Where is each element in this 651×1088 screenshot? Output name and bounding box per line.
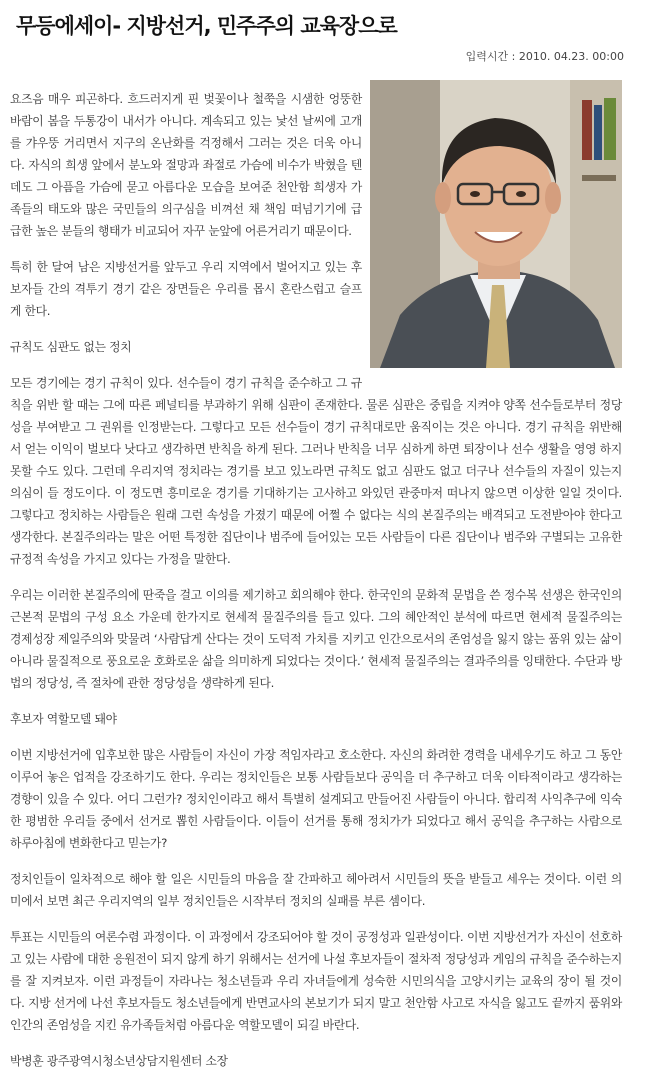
article-body: [10, 88, 622, 1072]
paragraph: 이번 지방선거에 입후보한 많은 사람들이 자신이 가장 적임자라고 호소한다. 자신의 화려한 경력을 내세우기도 하고 그 동안 이루어 놓은 업적을 강조하기도 한다. 우리는 정치인들은 보통 사람들보다 공익을 더 추구하고 더욱 이타적이라고 생각하는 경향이 있을 수 있다. 어디 그런가? 정치인이라고 해서 특별히 설계되고 만들어진 사람들이 아니다. 합리적 사익추구에 익숙한 평범한 우리들 중에서 선거로 뽑힌 사람들이다. 이들이 선거를 통해 정치가가 되었다고 해서 공익을 추구하는 사람으로 하루아침에 변화한다고 믿는가?: [10, 748, 622, 850]
publish-date: 입력시간 : 2010. 04.23. 00:00: [465, 50, 624, 63]
paragraph: 특히 한 달여 남은 지방선거를 앞두고 우리 지역에서 벌어지고 있는 후보자들 간의 격투기 경기 같은 장면들은 우리를 몹시 혼란스럽고 슬프게 한다.: [10, 260, 362, 318]
paragraph: 정치인들이 일차적으로 해야 할 일은 시민들의 마음을 잘 간파하고 헤아려서 시민들의 뜻을 받들고 세우는 것이다. 이런 의미에서 보면 최근 우리지역의 일부 정치인들은 시작부터 정치의 실패를 부른 셈이다.: [10, 872, 622, 908]
paragraph: 요즈음 매우 피곤하다. 흐드러지게 핀 벚꽃이나 철쭉을 시샘한 엉뚱한 바람이 봄을 두통강이 내서가 아니다. 계속되고 있는 낯선 날씨에 고개를 갸우뚱 거리면서 지구의 온난화를 걱정해서 그러는 것은 더욱 아니다. 자식의 희생 앞에서 분노와 절망과 좌절로 가슴에 비수가 박혔을 텐데도 그 아픔을 가슴에 묻고 아름다운 모습을 보여준 천안함 희생자 가족들의 태도와 많은 국민들의 의구심을 비껴선 채 책임 떠넘기기에 급급한 높은 분들의 행태가 비교되어 자꾸 눈앞에 어른거리기 때문이다.: [10, 92, 362, 238]
paragraph: 우리는 이러한 본질주의에 딴죽을 걸고 이의를 제기하고 회의해야 한다. 한국인의 문화적 문법을 쓴 정수복 선생은 한국인의 근본적 문법의 구성 요소 가운데 한가지로 현세적 물질주의를 들고 있다. 그의 혜안적인 분석에 따르면 현세적 물질주의는 경제성장 제일주의와 맞물려 ‘사람답게 산다는 것이 도덕적 가치를 지키고 인간으로서의 존엄성을 잃지 않는 품위 있는 삶이 아니라 물질적으로 풍요로운 호화로운 삶을 의미하게 되었다는 것이다.’ 현세적 물질주의는 결과주의를 잉태한다. 수단과 방법의 정당성, 즉 절차에 관한 정당성을 생략하게 된다.: [10, 588, 622, 690]
author-byline: 박병훈 광주광역시청소년상담지원센터 소장: [10, 1054, 228, 1068]
subheading: 규칙도 심판도 없는 정치: [10, 340, 132, 354]
author-photo: [370, 80, 622, 368]
paragraph: 투표는 시민들의 여론수렴 과정이다. 이 과정에서 강조되어야 할 것이 공정성과 일관성이다. 이번 지방선거가 자신이 선호하고 있는 사람에 대한 응원전이 되지 않게 하기 위해서는 선거에 나설 후보자들이 절차적 정당성과 게임의 규칙을 준수하는지를 잘 지켜보자. 이런 과정들이 자라나는 청소년들과 우리 자녀들에게 성숙한 시민의식을 고양시키는 교육의 장이 될 것이다. 지방 선거에 나선 후보자들도 청소년들에게 반면교사의 본보기가 되지 말고 천안함 사고로 자식을 잃고도 끝까지 품위와 인간의 존엄성을 지킨 유가족들처럼 아름다운 역할모델이 되길 바란다.: [10, 930, 622, 1032]
subheading: 후보자 역할모델 돼야: [10, 712, 117, 726]
article-title: 무등에세이- 지방선거, 민주주의 교육장으로: [16, 14, 397, 38]
paragraph: 모든 경기에는 경기 규칙이 있다. 선수들이 경기 규칙을 준수하고 그 규칙을 위반 할 때는 그에 따른 페널티를 부과하기 위해 심판이 존재한다. 물론 심판은 중립을 지켜야 양쪽 선수들로부터 정당성을 부여받고 그 권위를 인정받는다. 그렇다고 모든 선수들이 경기 규칙대로만 움직이는 것은 아니다. 경기 규칙을 위반해서 얻는 이익이 벌보다 낫다고 생각하면 반칙을 하게 된다. 그러나 반칙을 너무 심하게 하면 퇴장이나 선수 생활을 영영 하지 못할 수도 있다. 그런데 우리지역 정치라는 경기를 보고 있노라면 규칙도 없고 심판도 없고 더구나 선수들의 자질이 있는지 의심이 들 정도이다. 이 정도면 흥미로운 경기를 기대하기는 고사하고 와있던 관중마저 떠나지 않으면 이상한 일일 것이다. 그렇다고 정치하는 사람들은 원래 그런 속성을 가졌기 때문에 어쩔 수 없다는 식의 본질주의는 배격되고 도전받아야 한다고 생각한다. 본질주의라는 말은 어떤 특정한 집단이나 범주에 들어있는 모든 사람들이 다른 집단이나 범주와 구별되는 고유한 규정적 속성을 가지고 있다는 가정을 말한다.: [10, 376, 622, 566]
